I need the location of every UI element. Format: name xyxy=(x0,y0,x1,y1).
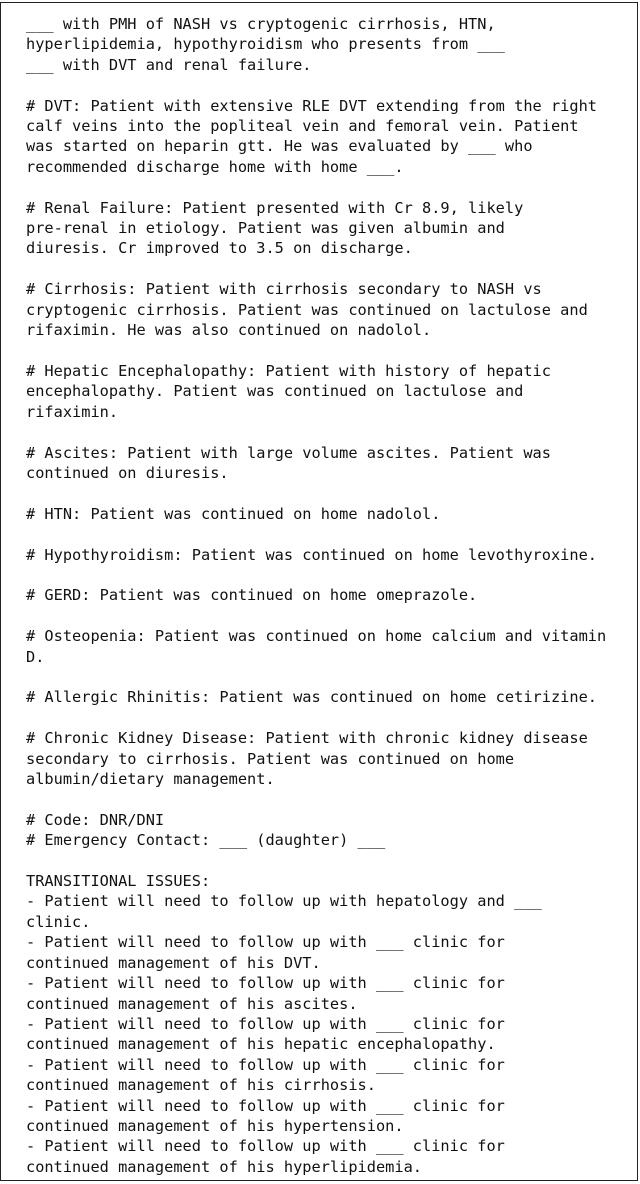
text-line: was started on heparin gtt. He was evaluated by ___ who xyxy=(26,137,533,156)
blank-line xyxy=(26,667,606,687)
blank-line xyxy=(26,524,606,544)
text-line: cryptogenic cirrhosis. Patient was continued on lactulose and xyxy=(26,300,588,319)
blank-line xyxy=(26,565,606,585)
text-line: # Osteopenia: Patient was continued on home calcium and vitamin xyxy=(26,627,607,646)
text-line: # Cirrhosis: Patient with cirrhosis secondary to NASH vs xyxy=(26,280,542,299)
text-line: # Renal Failure: Patient presented with Cr 8.9, likely xyxy=(26,198,524,217)
text-line: # Hypothyroidism: Patient was continued on home levothyroxine. xyxy=(26,545,597,564)
text-line: encephalopathy. Patient was continued on lactulose and xyxy=(26,382,524,401)
text-line: # DVT: Patient with extensive RLE DVT extending from the right xyxy=(26,96,597,115)
text-line: hyperlipidemia, hypothyroidism who presents from ___ xyxy=(26,35,505,54)
text-line: - Patient will need to follow up with ___ clinic for xyxy=(26,974,505,993)
text-line: # Code: DNR/DNI xyxy=(26,810,165,829)
blank-line xyxy=(26,341,606,361)
text-line: # Allergic Rhinitis: Patient was continued on home cetirizine. xyxy=(26,688,597,707)
text-line: rifaximin. xyxy=(26,402,119,421)
text-line: - Patient will need to follow up with ___ clinic for xyxy=(26,1055,505,1074)
blank-line xyxy=(26,708,606,728)
blank-line xyxy=(26,259,606,279)
text-line: # Ascites: Patient with large volume ascites. Patient was xyxy=(26,443,551,462)
blank-line xyxy=(26,789,606,809)
blank-line xyxy=(26,422,606,442)
text-line: continued on diuresis. xyxy=(26,463,229,482)
text-line: - Patient will need to follow up with ___ clinic for xyxy=(26,1096,505,1115)
text-line: - Patient will need to follow up with ___ clinic for xyxy=(26,1137,505,1156)
document-text xyxy=(26,14,606,1177)
text-line: rifaximin. He was also continued on nadolol. xyxy=(26,321,432,340)
text-line: continued management of his hepatic encephalopathy. xyxy=(26,1035,496,1054)
text-line: ___ with PMH of NASH vs cryptogenic cirrhosis, HTN, xyxy=(26,15,496,33)
text-line: clinic. xyxy=(26,912,91,931)
text-line: continued management of his hypertension. xyxy=(26,1116,404,1135)
text-line: TRANSITIONAL ISSUES: xyxy=(26,872,211,891)
text-line: albumin/dietary management. xyxy=(26,770,275,789)
text-line: ___ with DVT and renal failure. xyxy=(26,55,312,74)
text-line: # HTN: Patient was continued on home nadolol. xyxy=(26,504,441,523)
blank-line xyxy=(26,483,606,503)
blank-line xyxy=(26,606,606,626)
blank-line xyxy=(26,75,606,95)
text-line: continued management of his hyperlipidemia. xyxy=(26,1157,423,1176)
text-line: # Chronic Kidney Disease: Patient with chronic kidney disease xyxy=(26,729,588,748)
text-line: D. xyxy=(26,647,45,666)
text-line: continued management of his DVT. xyxy=(26,953,321,972)
text-line: continued management of his ascites. xyxy=(26,994,358,1013)
blank-line xyxy=(26,851,606,871)
document-page xyxy=(0,2,638,1181)
text-line: - Patient will need to follow up with ___ clinic for xyxy=(26,1014,505,1033)
text-line: secondary to cirrhosis. Patient was continued on home xyxy=(26,749,515,768)
text-line: diuresis. Cr improved to 3.5 on discharge. xyxy=(26,239,413,258)
text-line: # Emergency Contact: ___ (daughter) ___ xyxy=(26,831,386,850)
text-line: - Patient will need to follow up with hepatology and ___ xyxy=(26,892,542,911)
text-line: # GERD: Patient was continued on home omeprazole. xyxy=(26,586,478,605)
text-line: calf veins into the popliteal vein and femoral vein. Patient xyxy=(26,117,579,136)
blank-line xyxy=(26,177,606,197)
text-line: continued management of his cirrhosis. xyxy=(26,1076,376,1095)
text-line: # Hepatic Encephalopathy: Patient with history of hepatic xyxy=(26,361,551,380)
text-line: recommended discharge home with home ___. xyxy=(26,157,404,176)
text-line: - Patient will need to follow up with ___ clinic for xyxy=(26,933,505,952)
text-line: pre-renal in etiology. Patient was given albumin and xyxy=(26,219,505,238)
